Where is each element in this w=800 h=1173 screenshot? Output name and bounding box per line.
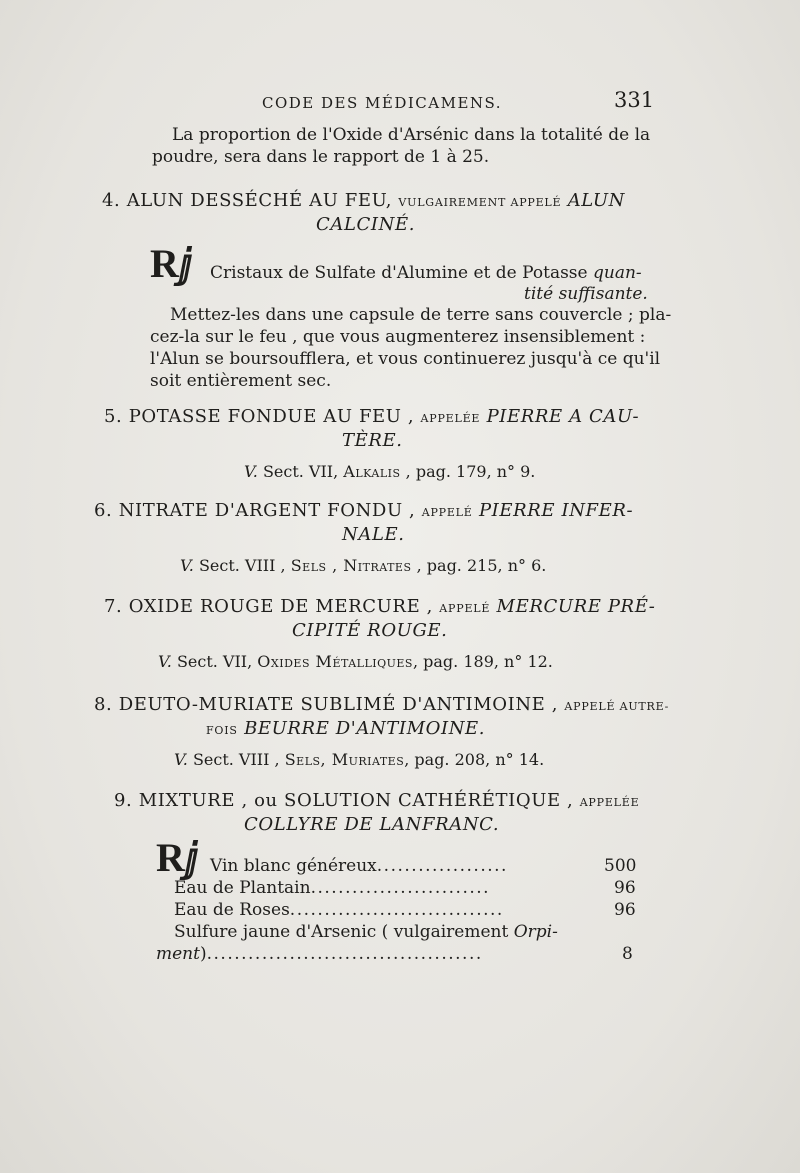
entry-5-ref-smallcaps: Alkalis: [343, 462, 401, 481]
leader-dots: ...............................: [289, 900, 504, 920]
leader-dots: ...................: [376, 856, 508, 876]
entry-7-small-caps: APPELÉ: [439, 602, 491, 615]
entry-7-ref-v: V.: [158, 652, 172, 671]
ingredient-qty: 8: [622, 944, 633, 964]
entry-8-heading-cont: [206, 718, 485, 739]
entry-4-line-4: cez-la sur le feu , que vous augmenterez insensiblement :: [150, 327, 646, 347]
entry-6-title: 6. NITRATE D'ARGENT FONDU ,: [94, 500, 416, 521]
entry-4-title: ALUN DESSÉCHÉ AU FEU,: [126, 190, 393, 211]
entry-6-italic-name-cont: NALE.: [342, 524, 405, 545]
entry-8-heading: [94, 694, 669, 715]
entry-8-title: 8. DEUTO-MURIATE SUBLIMÉ D'ANTIMOINE ,: [94, 694, 559, 715]
entry-6-italic-name: PIERRE INFER-: [478, 500, 634, 521]
entry-9-title: 9. MIXTURE , ou SOLUTION CATHÉRÉTIQUE ,: [114, 790, 574, 811]
ingredient-qty: 96: [614, 878, 636, 898]
page-number: 331: [614, 88, 655, 112]
entry-9-small-caps: APPELÉE: [579, 796, 640, 809]
ingredient-row: [210, 855, 508, 877]
leader-dots: ..........................: [310, 878, 491, 898]
entry-7-heading: [104, 596, 655, 617]
ingredient-name: Eau de Plantain: [174, 878, 311, 898]
recipe-symbol: Rⅉ: [150, 241, 193, 286]
intro-line-2: poudre, sera dans le rapport de 1 à 25.: [152, 147, 490, 167]
entry-6-ref-v: V.: [180, 556, 194, 575]
entry-6-ref-section: Sect. VIII ,: [198, 556, 291, 575]
entry-5-heading: [104, 406, 639, 427]
entry-4-recipe-line-1: [210, 262, 642, 284]
entry-7-ref-section: Sect. VII,: [176, 652, 258, 671]
ingredient-name: Sulfure jaune d'Arsenic ( vulgairement: [174, 922, 509, 942]
entry-7-ref-page: , pag. 189, n° 12.: [412, 652, 553, 671]
entry-8-ref-section: Sect. VIII ,: [192, 750, 285, 769]
entry-5-small-caps: APPELÉE: [420, 412, 481, 425]
leader-dots: ........................................: [206, 944, 483, 964]
entry-4-number: 4.: [102, 190, 121, 211]
entry-4-line-5: l'Alun se boursoufflera, et vous continuerez jusqu'à ce qu'il: [150, 349, 661, 369]
ingredient-qty: 500: [604, 856, 637, 876]
entry-6-ref-smallcaps: Sels , Nitrates: [290, 556, 412, 575]
ingredient-italic-cont: ment: [156, 944, 200, 964]
ingredient-name: Eau de Roses: [174, 900, 290, 920]
entry-5-title: 5. POTASSE FONDUE AU FEU ,: [104, 406, 415, 427]
ingredient-row-last-line-2: [156, 943, 483, 965]
entry-7-italic-name: MERCURE PRÉ-: [496, 596, 656, 617]
entry-5-ref-page: , pag. 179, n° 9.: [405, 462, 536, 481]
entry-8-italic-name: BEURRE D'ANTIMOINE.: [244, 718, 486, 739]
ingredient-row-last-line-1: [174, 921, 558, 943]
ingredient-row: [174, 877, 490, 899]
entry-4-recipe-italic: quan-: [593, 263, 642, 283]
entry-5-reference: [244, 462, 535, 481]
entry-4-recipe-line-2: tité suffisante.: [524, 284, 648, 304]
entry-6-small-caps: APPELÉ: [421, 506, 473, 519]
entry-9-heading: [114, 790, 639, 811]
entry-8-ref-v: V.: [174, 750, 188, 769]
intro-line-1: La proportion de l'Oxide d'Arsénic dans la totalité de la: [172, 125, 651, 145]
ingredient-paren: ): [199, 944, 207, 964]
ingredient-row: [174, 899, 504, 921]
entry-8-reference: [174, 750, 544, 769]
entry-4-small-caps: VULGAIREMENT APPELÉ: [398, 196, 562, 209]
entry-8-ref-page: , pag. 208, n° 14.: [404, 750, 545, 769]
recipe-symbol-2: Rⅉ: [156, 835, 199, 880]
entry-8-small-caps: APPELÉ AUTRE-: [564, 700, 670, 713]
ingredient-name: Vin blanc généreux: [210, 856, 377, 876]
entry-7-ref-smallcaps: Oxides Métalliques: [257, 652, 413, 671]
entry-5-italic-name-cont: TÈRE.: [342, 430, 403, 451]
entry-7-reference: [158, 652, 553, 671]
running-title: CODE DES MÉDICAMENS.: [262, 94, 503, 112]
entry-7-title: 7. OXIDE ROUGE DE MERCURE ,: [104, 596, 433, 617]
entry-6-reference: [180, 556, 546, 575]
entry-4-line-6: soit entièrement sec.: [150, 371, 332, 391]
entry-6-ref-page: , pag. 215, n° 6.: [416, 556, 547, 575]
entry-4-recipe-text: Cristaux de Sulfate d'Alumine et de Potasse: [210, 263, 588, 283]
entry-4-line-3: Mettez-les dans une capsule de terre sans couvercle ; pla-: [170, 305, 672, 325]
entry-5-ref-v: V.: [244, 462, 258, 481]
entry-5-italic-name: PIERRE A CAU-: [486, 406, 640, 427]
entry-5-ref-section: Sect. VII,: [262, 462, 344, 481]
entry-4-italic-name: ALUN: [567, 190, 625, 211]
ingredient-qty: 96: [614, 900, 636, 920]
entry-7-italic-name-cont: CIPITÉ ROUGE.: [292, 620, 448, 641]
entry-9-italic-name: COLLYRE DE LANFRANC.: [244, 814, 500, 835]
entry-6-heading: [94, 500, 633, 521]
ingredient-italic: Orpi-: [513, 922, 558, 942]
entry-4-heading: [102, 190, 625, 211]
entry-8-ref-smallcaps: Sels, Muriates: [284, 750, 405, 769]
entry-4-italic-name-cont: CALCINÉ.: [316, 214, 416, 235]
entry-8-small-caps-cont: FOIS: [206, 724, 238, 737]
